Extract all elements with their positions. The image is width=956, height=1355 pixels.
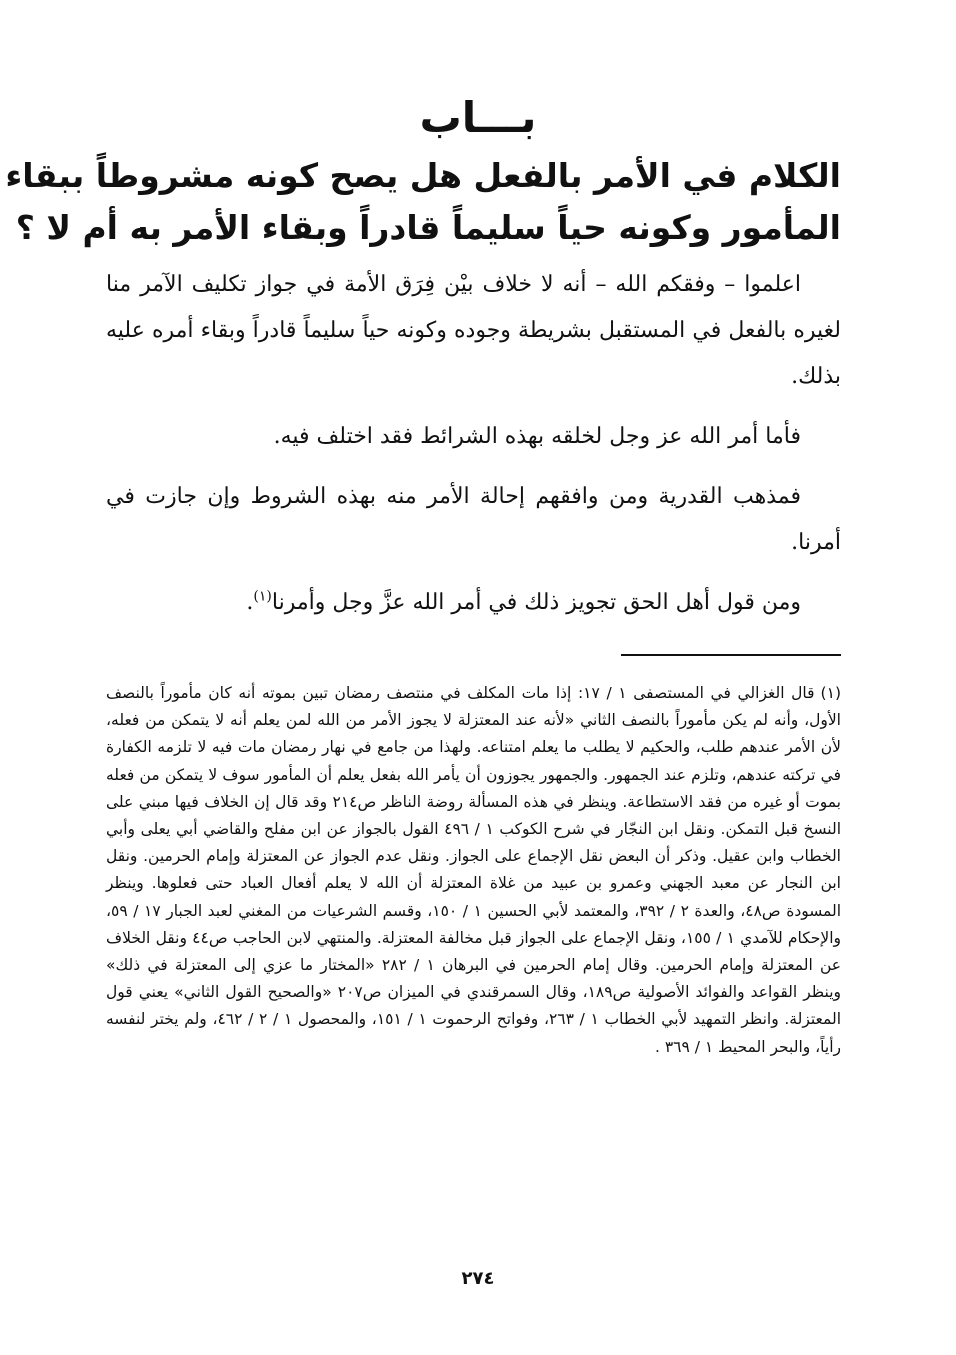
paragraph-3: فمذهب القدرية ومن وافقهم إحالة الأمر منه بهذه الشروط وإن جازت في أمرنا.	[106, 484, 841, 555]
paragraph-1: اعلموا – وفقكم الله – أنه لا خلاف بيْن فِرَق الأمة في جواز تكليف الآمر منا لغيره بالفعل في المستقبل بشريطة وجوده وكونه حياً سليماً قادراً وبقاء أمره عليه بذلك.	[106, 272, 841, 389]
chapter-heading: بـــاب	[419, 93, 537, 142]
page-number: ٢٧٤	[461, 1268, 495, 1289]
footnote	[106, 680, 841, 1061]
paragraph-4	[106, 580, 841, 626]
chapter-title-line-2: المأمور وكونه حياً سليماً قادراً وبقاء الأمر به أم لا ؟	[15, 208, 841, 247]
paragraph-2: فأما أمر الله عز وجل لخلقه بهذه الشرائط فقد اختلف فيه.	[273, 424, 801, 449]
chapter-title-line-1: الكلام في الأمر بالفعل هل يصح كونه مشروطاً ببقاء	[5, 156, 841, 195]
paragraph-4-text: ومن قول أهل الحق تجويز ذلك في أمر الله عزَّ وجل وأمرنا	[271, 590, 801, 615]
chapter-title	[5, 150, 841, 254]
footnote-reference[interactable]: (١)	[253, 588, 272, 605]
footnote-separator	[621, 654, 841, 656]
paragraph-4-end: .	[246, 590, 254, 615]
footnote-text: قال الغزالي في المستصفى ١ / ١٧: إذا مات المكلف في منتصف رمضان تبين بموته أنه كان مأموراً بالنصف الأول، وأنه لم يكن مأموراً بالنصف الثاني «لأنه عند المعتزلة لا يجوز الأمر من الله لمن يعلم أنه لا يتمكن من فعله، لأن الأمر عندهم طلب، والحكيم لا يطلب ما يعلم امتناعه. ولهذا من جامع في نهار رمضان مات فيه لا تلزمه الكفارة في تركته عندهم، وتلزم عند الجمهور. والجمهور يجوزون أن يأمر الله بفعل يعلم أن المأمور سوف لا يتمكن من فعله بموت أو غيره من فقد الاستطاعة. وينظر في هذه المسألة روضة الناظر ص٢١٤ وقد قال إن الخلاف فيها مبني على النسخ قبل التمكن. ونقل ابن النجّار في شرح الكوكب ١ / ٤٩٦ القول بالجواز عن ابن مفلح والقاضي أبي يعلى وأبي الخطاب وابن عقيل. وذكر أن البعض نقل الإجماع على الجواز. ونقل عدم الجواز عن المعتزلة وإمام الحرمين. ونقل ابن النجار عن معبد الجهني وعمرو بن عبيد من غلاة المعتزلة أن الله لا يعلم أفعال العباد حتى فعلوها. وينظر المسودة ص٤٨، والعدة ٢ / ٣٩٢، والمعتمد لأبي الحسين ١ / ١٥٠، وقسم الشرعيات من المغني لعبد الجبار ١٧ / ٥٩، والإحكام للآمدي ١ / ١٥٥، ونقل الإجماع على الجواز قبل مخالفة المعتزلة. والمنتهي لابن الحاجب ص٤٤ ونقل الخلاف عن المعتزلة وإمام الحرمين. وقال إمام الحرمين في البرهان ١ / ٢٨٢ «المختار ما عزي إلى المعتزلة في ذلك» وينظر القواعد والفوائد الأصولية ص١٨٩، وقال السمرقندي في الميزان ص٢٠٧ «والصحيح القول الثاني» يعني قول المعتزلة. وانظر التمهيد لأبي الخطاب ١ / ٢٦٣، وفواتح الرحموت ١ / ١٥١، والمحصول ١ / ٢ / ٤٦٢، ولم يختر لنفسه رأياً، والبحر المحيط ١ / ٣٦٩ .	[106, 684, 842, 1056]
main-text	[106, 262, 841, 626]
footnote-marker: (١)	[820, 684, 841, 702]
